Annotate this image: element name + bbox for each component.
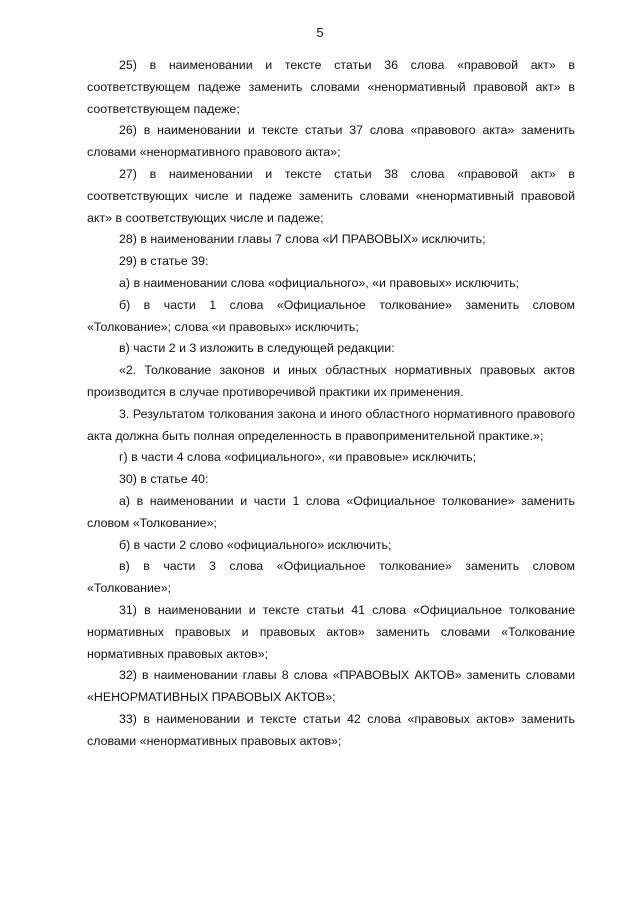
paragraph-item-27: 27) в наименовании и тексте статьи 38 слова «правовой акт» в соответствующих числе и падеже заменить словами «ненормативный правовой акт» в соответствующих числе и падеже; (87, 166, 575, 225)
paragraph-subitem-30a: а) в наименовании и части 1 слова «Официальное толкование» заменить словом «Толкование»; (87, 493, 575, 530)
paragraph-subitem-30v: в) в части 3 слова «Официальное толкование» заменить словом «Толкование»; (87, 559, 575, 596)
paragraph-subitem-29g: г) в части 4 слова «официального», «и правовые» исключить; (119, 450, 477, 465)
paragraph-quote-part-2: «2. Толкование законов и иных областных нормативных правовых актов производится в случае противоречивой практики их применения. (87, 363, 575, 399)
paragraph-subitem-29a: а) в наименовании слова «официального», «и правовых» исключить; (119, 275, 520, 290)
document-body (87, 55, 575, 753)
paragraph-item-30: 30) в статье 40: (119, 472, 209, 487)
paragraph-quote-part-3: 3. Результатом толкования закона и иного областного нормативного правового акта должна быть полная определенность в правоприменительной практике.»; (87, 406, 575, 443)
paragraph-item-25: 25) в наименовании и тексте статьи 36 слова «правовой акт» в соответствующем падеже заменить словами «ненормативный правовой акт» в соответствующем падеже; (87, 58, 575, 116)
paragraph-item-26: 26) в наименовании и тексте статьи 37 слова «правового акта» заменить словами «ненормативного правового акта»; (87, 123, 575, 160)
paragraph-item-32: 32) в наименовании главы 8 слова «ПРАВОВЫХ АКТОВ» заменить словами «НЕНОРМАТИВНЫХ ПРАВОВЫХ АКТОВ»; (87, 668, 575, 705)
paragraph-item-28: 28) в наименовании главы 7 слова «И ПРАВОВЫХ» исключить; (119, 232, 486, 247)
paragraph-subitem-29v: в) части 2 и 3 изложить в следующей редакции: (119, 341, 395, 356)
paragraph-item-31: 31) в наименовании и тексте статьи 41 слова «Официальное толкование нормативных правовых и правовых актов» заменить словами «Толкование нормативных правовых актов»; (87, 602, 575, 661)
paragraph-subitem-29b: б) в части 1 слова «Официальное толкование» заменить словом «Толкование»; слова «и правовых» исключить; (87, 297, 575, 334)
paragraph-item-33: 33) в наименовании и тексте статьи 42 слова «правовых актов» заменить словами «ненормативных правовых актов»; (87, 711, 575, 748)
paragraph-subitem-30b: б) в части 2 слово «официального» исключить; (119, 537, 392, 552)
page-number: 5 (316, 25, 324, 40)
paragraph-item-29: 29) в статье 39: (119, 254, 209, 269)
